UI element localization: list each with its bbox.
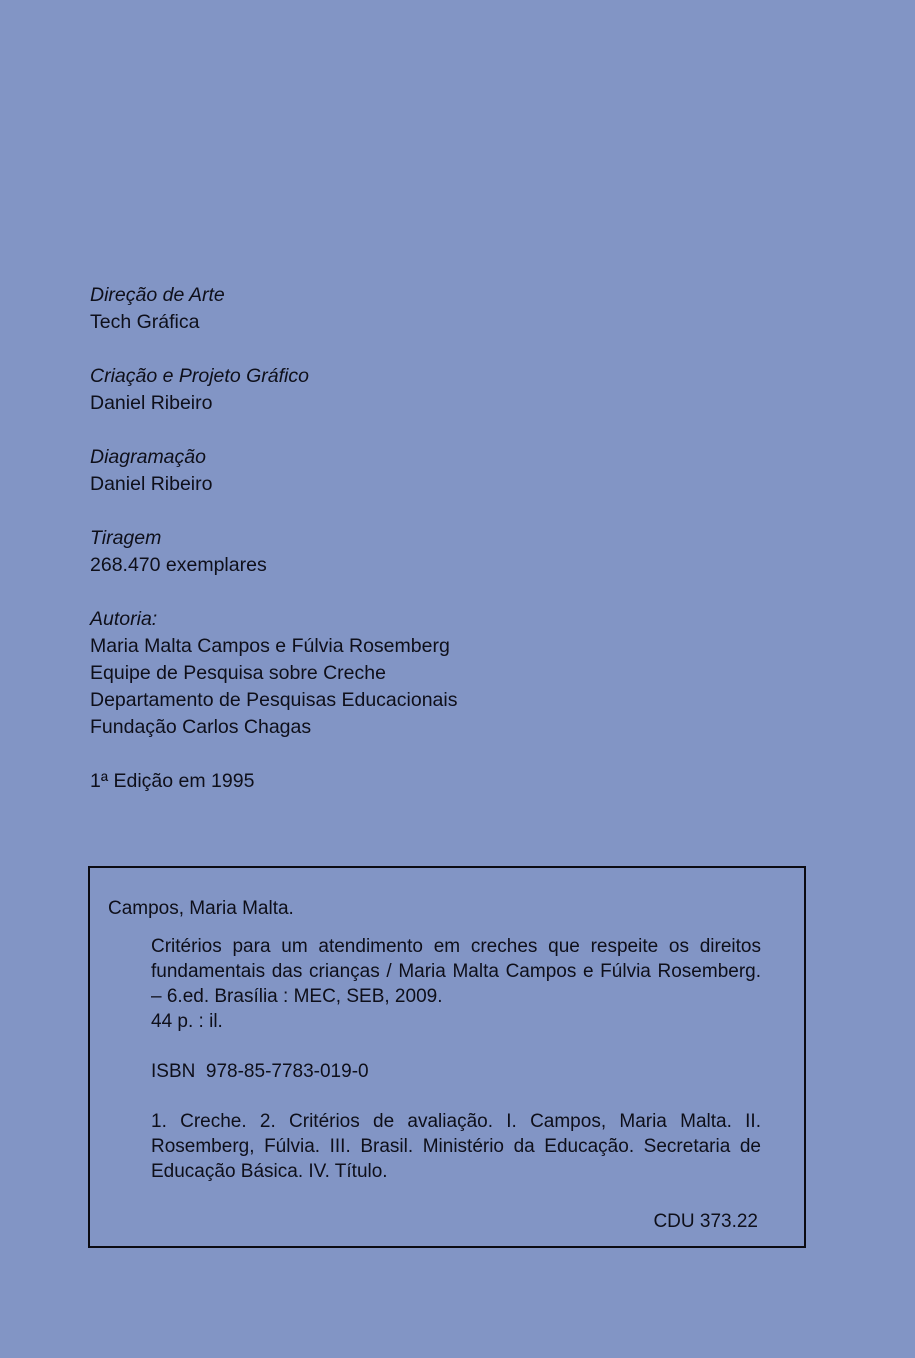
catalog-pages: 44 p. : il. [151, 1011, 223, 1032]
catalog-description: Critérios para um atendimento em creches que respeite os direitos fundamentais das crianças / Maria Malta Campos e Fúlvia Rosemberg. – 6.ed. Brasília : MEC, SEB, 2009. [151, 936, 761, 1007]
credit-value: Tech Gráfica [90, 311, 200, 333]
credit-layout [90, 444, 790, 498]
credit-art-direction [90, 282, 790, 336]
catalog-subjects: 1. Creche. 2. Critérios de avaliação. I. Campos, Maria Malta. II. Rosemberg, Fúlvia. III. Brasil. Ministério da Educação. Secretaria de Educação Básica. IV. Título. [151, 1111, 761, 1182]
authorship-line: Equipe de Pesquisa sobre Creche [90, 662, 386, 684]
credit-graphic-design [90, 363, 790, 417]
edition-note [90, 768, 790, 795]
credit-value: 268.470 exemplares [90, 554, 267, 576]
credit-value: Daniel Ribeiro [90, 392, 213, 414]
credit-label: Criação e Projeto Gráfico [90, 365, 309, 387]
credit-authorship [90, 606, 790, 741]
authorship-line: Maria Malta Campos e Fúlvia Rosemberg [90, 635, 450, 657]
catalog-description-block [151, 934, 761, 1034]
authorship-label: Autoria: [90, 608, 158, 630]
authorship-line: Departamento de Pesquisas Educacionais [90, 689, 458, 711]
authorship-line: Fundação Carlos Chagas [90, 716, 312, 738]
catalog-cdu: CDU 373.22 [653, 1211, 758, 1232]
catalog-card [88, 866, 806, 1248]
edition-text: 1ª Edição em 1995 [90, 770, 255, 792]
credits-section [90, 282, 790, 822]
credit-label: Tiragem [90, 527, 162, 549]
catalog-author-heading: Campos, Maria Malta. [108, 898, 294, 919]
credit-print-run [90, 525, 790, 579]
credit-label: Diagramação [90, 446, 206, 468]
credit-value: Daniel Ribeiro [90, 473, 213, 495]
catalog-isbn: ISBN 978-85-7783-019-0 [151, 1061, 369, 1082]
credit-label: Direção de Arte [90, 284, 225, 306]
